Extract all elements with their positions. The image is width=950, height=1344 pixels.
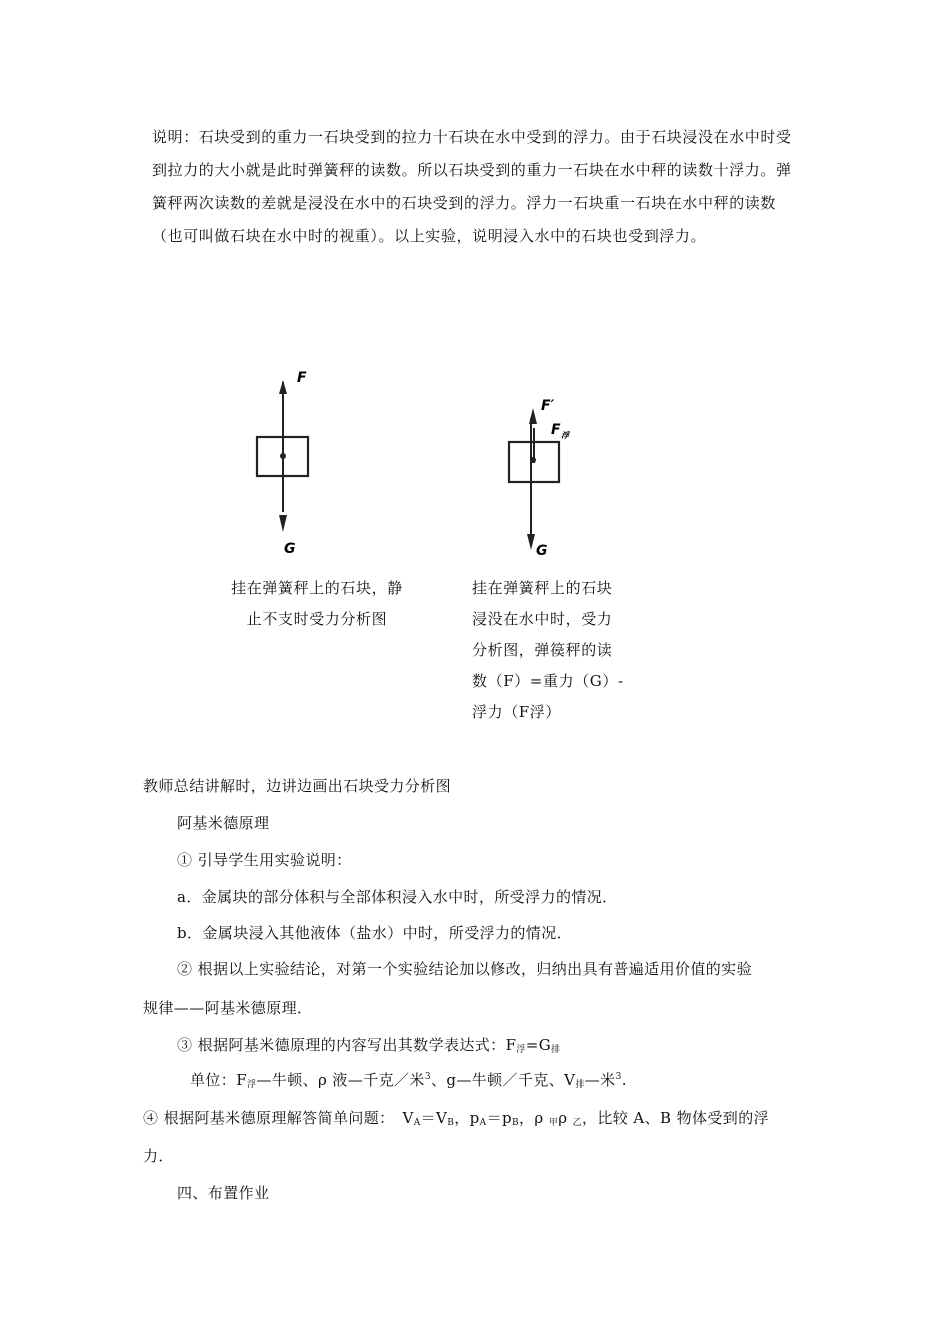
force-f-label: F xyxy=(297,370,307,386)
step-3: ③ 根据阿基米德原理的内容写出其数学表达式：$F_浮=G_排$ xyxy=(177,1036,561,1055)
fig2-caption: 挂在弹簧秤上的石块 浸没在水中时，受力 分析图，弹篌秤的读 数（F）=重力（G）- 浮力（F浮） xyxy=(472,579,624,721)
force-float-label: F xyxy=(551,422,561,438)
units-line: 单位：$F_浮—$牛顿、ρ 液—千克／米$^3$、g—牛顿／千克、$V_排—$米$^3$. xyxy=(190,1071,627,1090)
arrow-up-icon xyxy=(529,408,537,424)
force-f-prime-label: F′ xyxy=(541,398,555,414)
summary-line: 教师总结讲解时，边讲边画出石块受力分析图 xyxy=(143,777,452,795)
step-2-line1: ② 根据以上实验结论，对第一个实验结论加以修改，归纳出具有普遍适用价值的实验 xyxy=(177,960,752,978)
force-diagram-static xyxy=(240,362,340,562)
item-a: a．金属块的部分体积与全部体积浸入水中时，所受浮力的情况． xyxy=(177,888,618,906)
force-g-label: G xyxy=(284,541,296,557)
step-4: ④ 根据阿基米德原理解答简单问题： $V_A=V_B$，$p_A=p_B$，ρ $_甲$ρ $_乙$，比较 A、B 物体受到的浮 xyxy=(143,1109,769,1128)
arrow-down-icon xyxy=(527,534,535,550)
item-b: b．金属块浸入其他液体（盐水）中时，所受浮力的情况． xyxy=(177,924,573,942)
intro-paragraph: 说明：石块受到的重力一石块受到的拉力十石块在水中受到的浮力。由于石块浸没在水中时受到拉力的大小就是此时弹簧秤的读数。所以石块受到的重力一石块在水中秤的读数十浮力。弹簧秤两次读数的差就是浸没在水中的石块受到的浮力。浮力一石块重一石块在水中秤的读数（也可叫做石块在水中时的视重）。以上实验，说明浸入水中的石块也受到浮力。 xyxy=(152,128,792,245)
section-heading: 阿基米德原理 xyxy=(177,814,270,832)
force-diagram-submerged xyxy=(495,388,605,563)
step-1: ① 引导学生用实验说明： xyxy=(177,851,352,869)
arrow-down-icon xyxy=(279,515,287,532)
force-g-label: G xyxy=(536,543,548,559)
section-4-heading: 四、布置作业 xyxy=(177,1184,270,1202)
force-float-sub: 浮 xyxy=(561,431,569,440)
step-4-line2: 力． xyxy=(143,1147,174,1165)
step-2-line2: 规律——阿基米德原理． xyxy=(143,999,313,1017)
fig1-caption: 挂在弹簧秤上的石块，静 止不支时受力分析图 xyxy=(231,579,403,628)
